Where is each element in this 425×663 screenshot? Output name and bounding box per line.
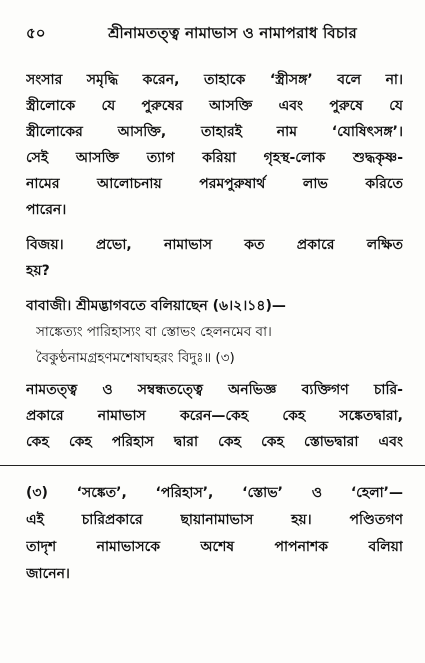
text-line: বিজয়। প্রভো, নামাভাস কত প্রকারে লক্ষিত — [26, 237, 403, 253]
page-header — [26, 22, 403, 47]
text-line: নামতত্ত্ব ও সম্বন্ধতত্ত্বে অনভিজ্ঞ ব্যক্তিগণ চারি- — [26, 382, 403, 398]
verse-line: সাঙ্কেত্যং পারিহাস্যং বা স্তোভং হেলনমেব বা। — [36, 324, 272, 340]
text-line: স্ত্রীলোকের আসক্তি, তাহারই নাম ‘যোষিৎসঙ্গ’। — [26, 124, 403, 140]
text-line: প্রকারে নামাভাস করেন—কেহ কেহ সঙ্কেতদ্বারা, — [26, 408, 403, 424]
text-line: সেই আসক্তি ত্যাগ করিয়া গৃহস্থ-লোক শুদ্ধকৃষ্ণ- — [26, 150, 403, 166]
footnote — [26, 480, 403, 588]
footnote-divider — [0, 465, 425, 466]
text-line: স্ত্রীলোকে যে পুরুষের আসক্তি এবং পুরুষে যে — [26, 98, 403, 114]
verse-line: বৈকুণ্ঠনামগ্রহণমশেষাঘহরং বিদুঃ॥ (৩) — [36, 350, 235, 366]
text-line: পারেন। — [26, 202, 67, 218]
footnote-line: (৩) ‘সঙ্কেত’, ‘পরিহাস’, ‘স্তোভ’ ও ‘হেলা’— — [26, 485, 403, 501]
text-line: হয়? — [26, 263, 50, 279]
text-line: নামের আলোচনায় পরমপুরুষার্থ লাভ করিতে — [26, 176, 403, 192]
text-line: বাবাজী। শ্রীমদ্ভাগবতে বলিয়াছেন (৬।২।১৪)— — [26, 298, 286, 314]
verse-block — [26, 319, 403, 371]
paragraph-3 — [26, 293, 403, 319]
footnote-line: তাদৃশ নামাভাসকে অশেষ পাপনাশক বলিয়া — [26, 539, 403, 555]
paragraph-2 — [26, 232, 403, 284]
text-line: সংসার সমৃদ্ধি করেন, তাহাকে ‘স্ত্রীসঙ্গ’ বলে না। — [26, 72, 403, 88]
footnote-line: জানেন। — [26, 566, 70, 582]
running-title: শ্রীনামতত্ত্ব নামাভাস ও নামাপরাধ বিচার — [108, 24, 357, 42]
paragraph-1 — [26, 67, 403, 223]
footnote-line: এই চারিপ্রকারে ছায়ানামাভাস হয়। পণ্ডিতগণ — [26, 512, 403, 528]
paragraph-4 — [26, 377, 403, 455]
text-line: কেহ কেহ পরিহাস দ্বারা কেহ কেহ স্তোভদ্বারা এবং — [26, 434, 403, 450]
page-number: ৫০ — [26, 24, 46, 42]
